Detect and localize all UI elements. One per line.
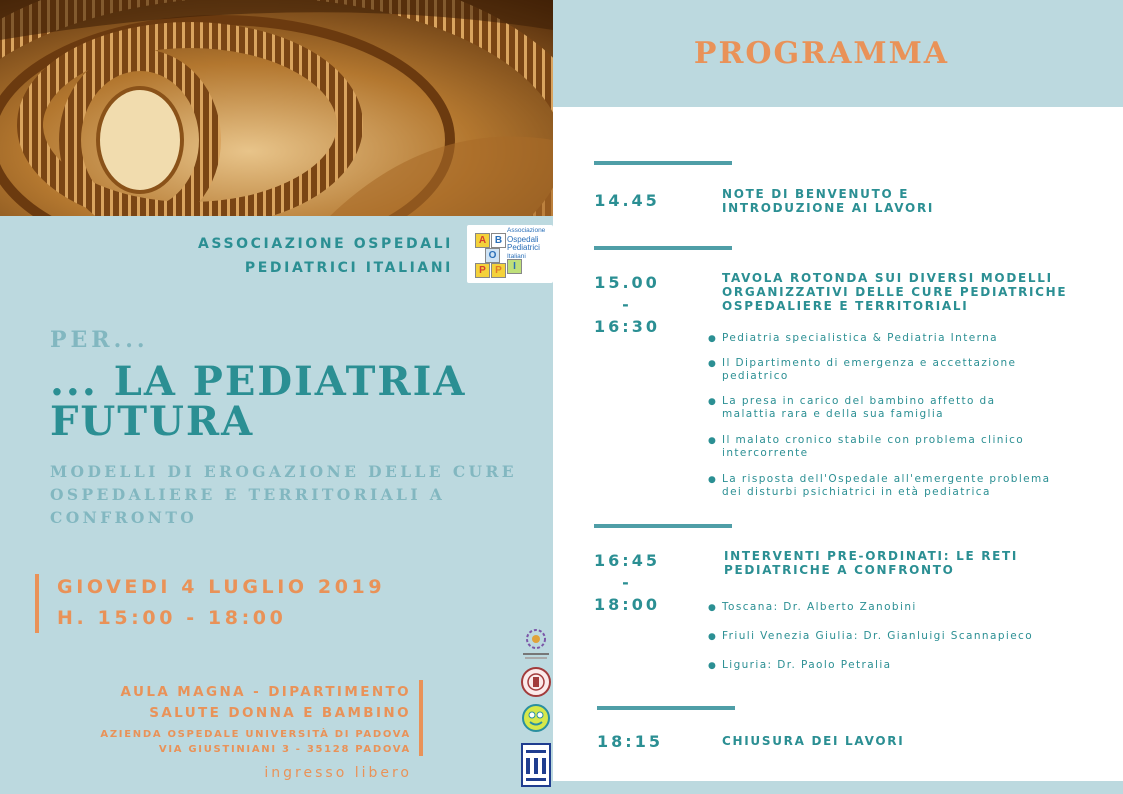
session-heading	[724, 549, 1018, 577]
program-item	[708, 601, 917, 615]
association-line-2: PEDIATRICI ITALIANI	[244, 260, 453, 276]
program-item-text: Friuli Venezia Giulia: Dr. Gianluigi Scannapieco	[722, 630, 1034, 642]
bullet-dot-icon: ●	[708, 397, 718, 407]
logo-block: P	[491, 263, 506, 278]
program-item-text: malattia rara e della sua famiglia	[722, 408, 945, 420]
venue-line-2: SALUTE DONNA E BAMBINO	[149, 705, 411, 721]
program-item-text: intercorrente	[722, 447, 809, 459]
logo-block: A	[475, 233, 490, 248]
event-title-line-1: ... LA PEDIATRIA	[50, 358, 467, 405]
session-heading-line: NOTE DI BENVENUTO E	[722, 187, 910, 201]
venue-block	[100, 682, 411, 757]
logo-text-line: Italiani	[507, 252, 526, 260]
session-time-start: 16:45	[594, 551, 660, 570]
program-item	[708, 630, 1034, 644]
association-name	[198, 232, 453, 280]
session-time-start: 15.00	[594, 273, 660, 292]
session-heading-line: OSPEDALIERE E TERRITORIALI	[722, 299, 969, 313]
spiral-staircase-image	[0, 0, 553, 216]
program-item-text: Toscana: Dr. Alberto Zanobini	[722, 601, 917, 613]
event-date: GIOVEDI 4 LUGLIO 2019	[57, 576, 386, 598]
session-divider	[594, 524, 732, 528]
session-divider	[597, 706, 735, 710]
session-time-separator: -	[622, 295, 632, 314]
session-divider	[594, 161, 732, 165]
aopi-logo	[467, 225, 553, 283]
logo-text	[507, 227, 545, 261]
session-time-end: 18:00	[594, 595, 660, 614]
logo-block: I	[507, 259, 522, 274]
logo-block: P	[475, 263, 490, 278]
venue-line-3: AZIENDA OSPEDALE UNIVERSITÀ DI PADOVA	[100, 729, 411, 740]
session-time-end: 16:30	[594, 317, 660, 336]
session-time-range	[594, 550, 660, 616]
session-heading-line: INTERVENTI PRE-ORDINATI: LE RETI	[724, 549, 1019, 563]
logo-block: B	[491, 233, 506, 248]
bottom-strip	[553, 781, 1123, 794]
program-item-text: Pediatria specialistica & Pediatria Interna	[722, 332, 998, 344]
logo-text-line: Pediatrici	[507, 243, 540, 252]
hospital-building-icon	[520, 742, 552, 788]
session-time-separator: -	[622, 573, 632, 592]
session-heading-line: INTRODUZIONE AI LAVORI	[722, 201, 935, 215]
event-hours: H. 15:00 - 18:00	[57, 607, 287, 629]
programma-title: PROGRAMMA	[693, 36, 950, 71]
program-item	[708, 357, 1017, 382]
bullet-dot-icon: ●	[708, 436, 718, 446]
event-title	[50, 358, 467, 445]
session-heading-line: TAVOLA ROTONDA SUI DIVERSI MODELLI	[722, 271, 1053, 285]
venue-line-1: AULA MAGNA - DIPARTIMENTO	[120, 684, 411, 700]
program-item	[708, 332, 998, 346]
event-subtitle: MODELLI DI EROGAZIONE DELLE CURE OSPEDALIERE E TERRITORIALI A CONFRONTO	[50, 462, 517, 527]
mascot-logo-icon	[520, 702, 552, 734]
foundation-logo-icon	[520, 626, 552, 662]
session-heading	[722, 734, 904, 748]
bullet-dot-icon: ●	[708, 359, 718, 369]
session-heading	[722, 271, 1067, 313]
program-item	[708, 659, 892, 673]
session-heading-line: ORGANIZZATIVI DELLE CURE PEDIATRICHE	[722, 285, 1068, 299]
left-panel	[0, 0, 553, 794]
session-time: 14.45	[594, 191, 660, 210]
session-heading	[722, 187, 934, 215]
program-item-text: Il malato cronico stabile con problema clinico	[722, 434, 1025, 446]
programma-header	[553, 0, 1123, 107]
logo-text-line: Associazione	[507, 227, 546, 234]
program-item	[708, 473, 1051, 498]
session-time: 18:15	[597, 732, 663, 751]
session-time-range	[594, 272, 660, 338]
bullet-dot-icon: ●	[708, 632, 718, 642]
program-item-text: Liguria: Dr. Paolo Petralia	[722, 659, 892, 671]
program-item-text: La presa in carico del bambino affetto da	[722, 395, 996, 407]
logo-block: O	[485, 248, 500, 263]
program-item-text: dei disturbi psichiatrici in età pediatrica	[722, 486, 991, 498]
program-item-text: La risposta dell'Ospedale all'emergente problema	[722, 473, 1051, 485]
university-seal-icon	[520, 666, 552, 698]
staircase-photo	[0, 0, 553, 216]
venue-line-4: VIA GIUSTINIANI 3 - 35128 PADOVA	[158, 744, 411, 755]
bullet-dot-icon: ●	[708, 475, 718, 485]
date-accent-bar	[35, 574, 39, 633]
program-item	[708, 395, 996, 420]
program-item	[708, 434, 1025, 459]
session-divider	[594, 246, 732, 250]
session-heading-line: PEDIATRICHE A CONFRONTO	[724, 563, 955, 577]
session-heading-line: CHIUSURA DEI LAVORI	[722, 734, 905, 748]
bullet-dot-icon: ●	[708, 661, 718, 671]
program-item-text: pediatrico	[722, 370, 789, 382]
free-entry-label: ingresso libero	[264, 765, 412, 781]
bullet-dot-icon: ●	[708, 334, 718, 344]
logo-text-line: Ospedali	[507, 234, 539, 244]
bullet-dot-icon: ●	[708, 603, 718, 613]
event-title-line-2: FUTURA	[50, 398, 255, 445]
association-line-1: ASSOCIAZIONE OSPEDALI	[197, 236, 453, 252]
per-label: PER...	[50, 327, 149, 353]
venue-accent-bar	[419, 680, 423, 756]
program-item-text: Il Dipartimento di emergenza e accettazione	[722, 357, 1017, 369]
